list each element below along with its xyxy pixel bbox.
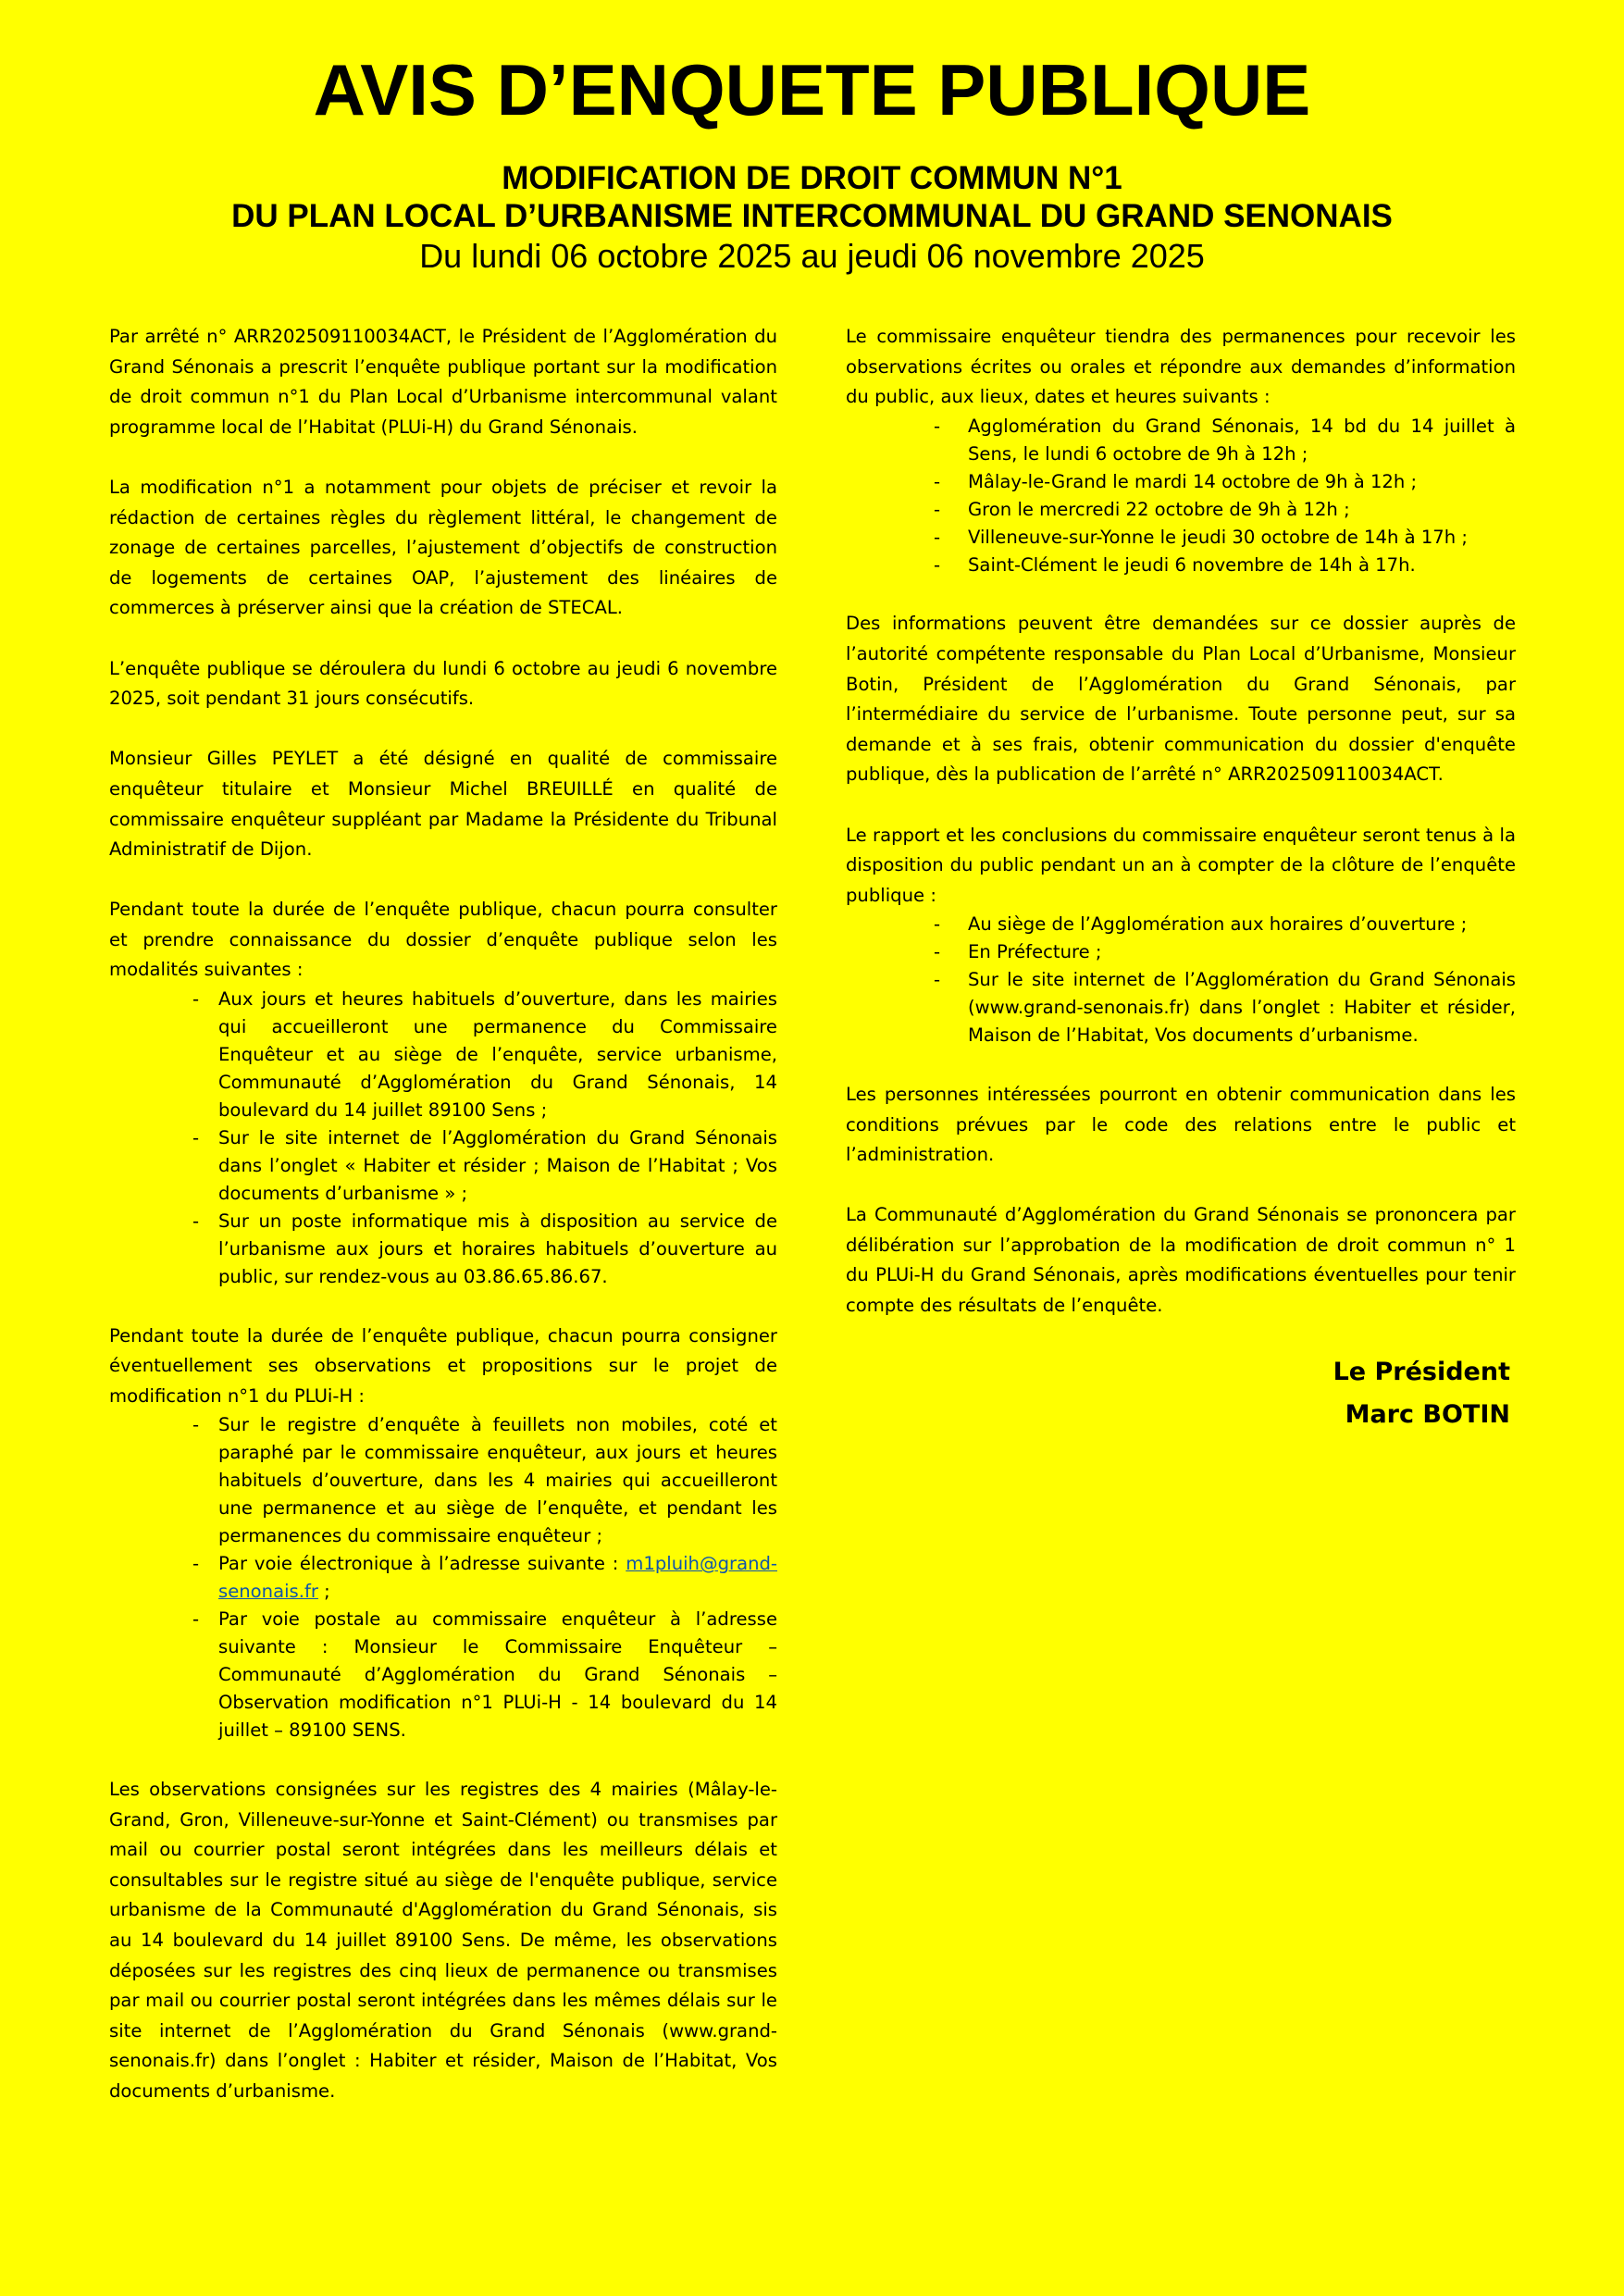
observations-list (109, 1411, 777, 1744)
right-column (846, 322, 1516, 1436)
list-item: - Par voie postale au commissaire enquêteur à l’adresse suivante : Monsieur le Commissaire Enquêteur – Communauté d’Agglomération du Grand Sénonais – Observation modification n°1 PLUi-H - 14 boulevard du 14 juillet – 89100 SENS. (109, 1606, 777, 1744)
list-item: - Saint-Clément le jeudi 6 novembre de 14h à 17h. (846, 552, 1516, 579)
email-link[interactable]: m1pluih@grand-senonais.fr (218, 1553, 777, 1603)
decree-paragraph: Par arrêté n° ARR202509110034ACT, le Président de l’Agglomération du Grand Sénonais a prescrit l’enquête publique portant sur la modification de droit commun n°1 du Plan Local d’Urbanisme intercommunal valant programme local de l’Habitat (PLUi-H) du Grand Sénonais. (109, 326, 777, 438)
observations-paragraph: Pendant toute la durée de l’enquête publique, chacun pourra consigner éventuellement ses observations et propositions sur le projet de modification n°1 du PLUi-H : (109, 1324, 777, 1407)
list-item: - Sur le site internet de l’Agglomération du Grand Sénonais (www.grand-senonais.fr) dans l’onglet : Habiter et résider, Maison de l’Habitat, Vos documents d’urbanisme. (846, 966, 1516, 1049)
list-item: - Sur un poste informatique mis à disposition au service de l’urbanisme aux jours et horaires habituels d’ouverture au public, sur rendez-vous au 03.86.65.86.67. (109, 1208, 777, 1291)
list-item: - Sur le registre d’enquête à feuillets non mobiles, coté et paraphé par le commissaire enquêteur, aux jours et heures habituels d’ouverture, dans les 4 mairies qui accueilleront une permanence et au siège de l’enquête, et pendant les permanences du commissaire enquêteur ; (109, 1411, 777, 1550)
list-item: - Sur le site internet de l’Agglomération du Grand Sénonais dans l’onglet « Habiter et résider ; Maison de l’Habitat ; Vos documents d’urbanisme » ; (109, 1124, 777, 1208)
email-suffix: ; (317, 1581, 330, 1603)
list-item (109, 1550, 777, 1606)
signature-title: Le Président (1333, 1358, 1510, 1387)
list-item: - Gron le mercredi 22 octobre de 9h à 12h ; (846, 496, 1516, 524)
page-title: AVIS D’ENQUETE PUBLIQUE (313, 49, 1311, 130)
registers-paragraph: Les observations consignées sur les registres des 4 mairies (Mâlay-le-Grand, Gron, Villeneuve-sur-Yonne et Saint-Clément) ou transmises par mail ou courrier postal seront intégrées dans les meilleurs délais et consultables sur le registre situé au siège de l'enquête publique, service urbanisme de la Communauté d'Agglomération du Grand Sénonais, sis au 14 boulevard du 14 juillet 89100 Sens. De même, les observations déposées sur les registres des cinq lieux de permanence ou transmises par mail ou courrier postal seront intégrées dans les mêmes délais sur le site internet de l’Agglomération du Grand Sénonais (www.grand-senonais.fr) dans l’onglet : Habiter et résider, Maison de l’Habitat, Vos documents d’urbanisme. (109, 1779, 777, 2102)
list-item: - Villeneuve-sur-Yonne le jeudi 30 octobre de 14h à 17h ; (846, 524, 1516, 552)
permanences-paragraph: Le commissaire enquêteur tiendra des permanences pour recevoir les observations écrites ou orales et répondre aux demandes d’information du public, aux lieux, dates et heures suivants : (846, 326, 1516, 408)
list-item: - Agglomération du Grand Sénonais, 14 bd du 14 juillet à Sens, le lundi 6 octobre de 9h à 12h ; (846, 413, 1516, 468)
list-item: - Aux jours et heures habituels d’ouverture, dans les mairies qui accueilleront une permanence du Commissaire Enquêteur et au siège de l’enquête, service urbanisme, Communauté d’Agglomération du Grand Sénonais, 14 boulevard du 14 juillet 89100 Sens ; (109, 986, 777, 1124)
consultation-paragraph: Pendant toute la durée de l’enquête publique, chacun pourra consulter et prendre connaissance du dossier d’enquête publique selon les modalités suivantes : (109, 899, 777, 981)
left-column (109, 322, 777, 2137)
email-prefix: Par voie électronique à l’adresse suivante : (218, 1553, 626, 1575)
list-item: - Mâlay-le-Grand le mardi 14 octobre de 9h à 12h ; (846, 468, 1516, 496)
information-paragraph: Des informations peuvent être demandées sur ce dossier auprès de l’autorité compétente responsable du Plan Local d’Urbanisme, Monsieur Botin, Président de l’Agglomération du Grand Sénonais, par l’intermédiaire du service de l’urbanisme. Toute personne peut, sur sa demande et à ses frais, obtenir communication du dossier d'enquête publique, dès la publication de l’arrêté n° ARR202509110034ACT. (846, 613, 1516, 786)
objectives-paragraph: La modification n°1 a notamment pour objets de préciser et revoir la rédaction de certaines règles du règlement littéral, le changement de zonage de certaines parcelles, l’ajustement d’objectifs de construction de logements de certaines OAP, l’ajustement des linéaires de commerces à préserver ainsi que la création de STECAL. (109, 476, 777, 619)
subtitle-line-1: MODIFICATION DE DROIT COMMUN N°1 (502, 160, 1122, 196)
report-list (846, 911, 1516, 1049)
list-item: - Au siège de l’Agglomération aux horaires d’ouverture ; (846, 911, 1516, 938)
consultation-list (109, 986, 777, 1291)
inquiry-dates: Du lundi 06 octobre 2025 au jeudi 06 novembre 2025 (419, 237, 1205, 275)
commissioner-paragraph: Monsieur Gilles PEYLET a été désigné en qualité de commissaire enquêteur titulaire et Monsieur Michel BREUILLÉ en qualité de commissaire enquêteur suppléant par Madame la Présidente du Tribunal Administratif de Dijon. (109, 748, 777, 861)
approval-paragraph: La Communauté d’Agglomération du Grand Sénonais se prononcera par délibération sur l’approbation de la modification de droit commun n° 1 du PLUi-H du Grand Sénonais, après modifications éventuelles pour tenir compte des résultats de l’enquête. (846, 1204, 1516, 1317)
list-item: - En Préfecture ; (846, 938, 1516, 966)
report-paragraph: Le rapport et les conclusions du commissaire enquêteur seront tenus à la disposition du public pendant un an à compter de la clôture de l’enquête publique : (846, 824, 1516, 906)
signature (846, 1351, 1516, 1436)
permanences-list (846, 413, 1516, 579)
signature-name: Marc BOTIN (1345, 1400, 1510, 1430)
subtitle (0, 159, 1624, 235)
duration-paragraph: L’enquête publique se déroulera du lundi 6 octobre au jeudi 6 novembre 2025, soit pendant 31 jours consécutifs. (109, 657, 777, 710)
subtitle-line-2: DU PLAN LOCAL D’URBANISME INTERCOMMUNAL DU GRAND SENONAIS (231, 198, 1393, 234)
communication-paragraph: Les personnes intéressées pourront en obtenir communication dans les conditions prévues par le code des relations entre le public et l’administration. (846, 1083, 1516, 1166)
